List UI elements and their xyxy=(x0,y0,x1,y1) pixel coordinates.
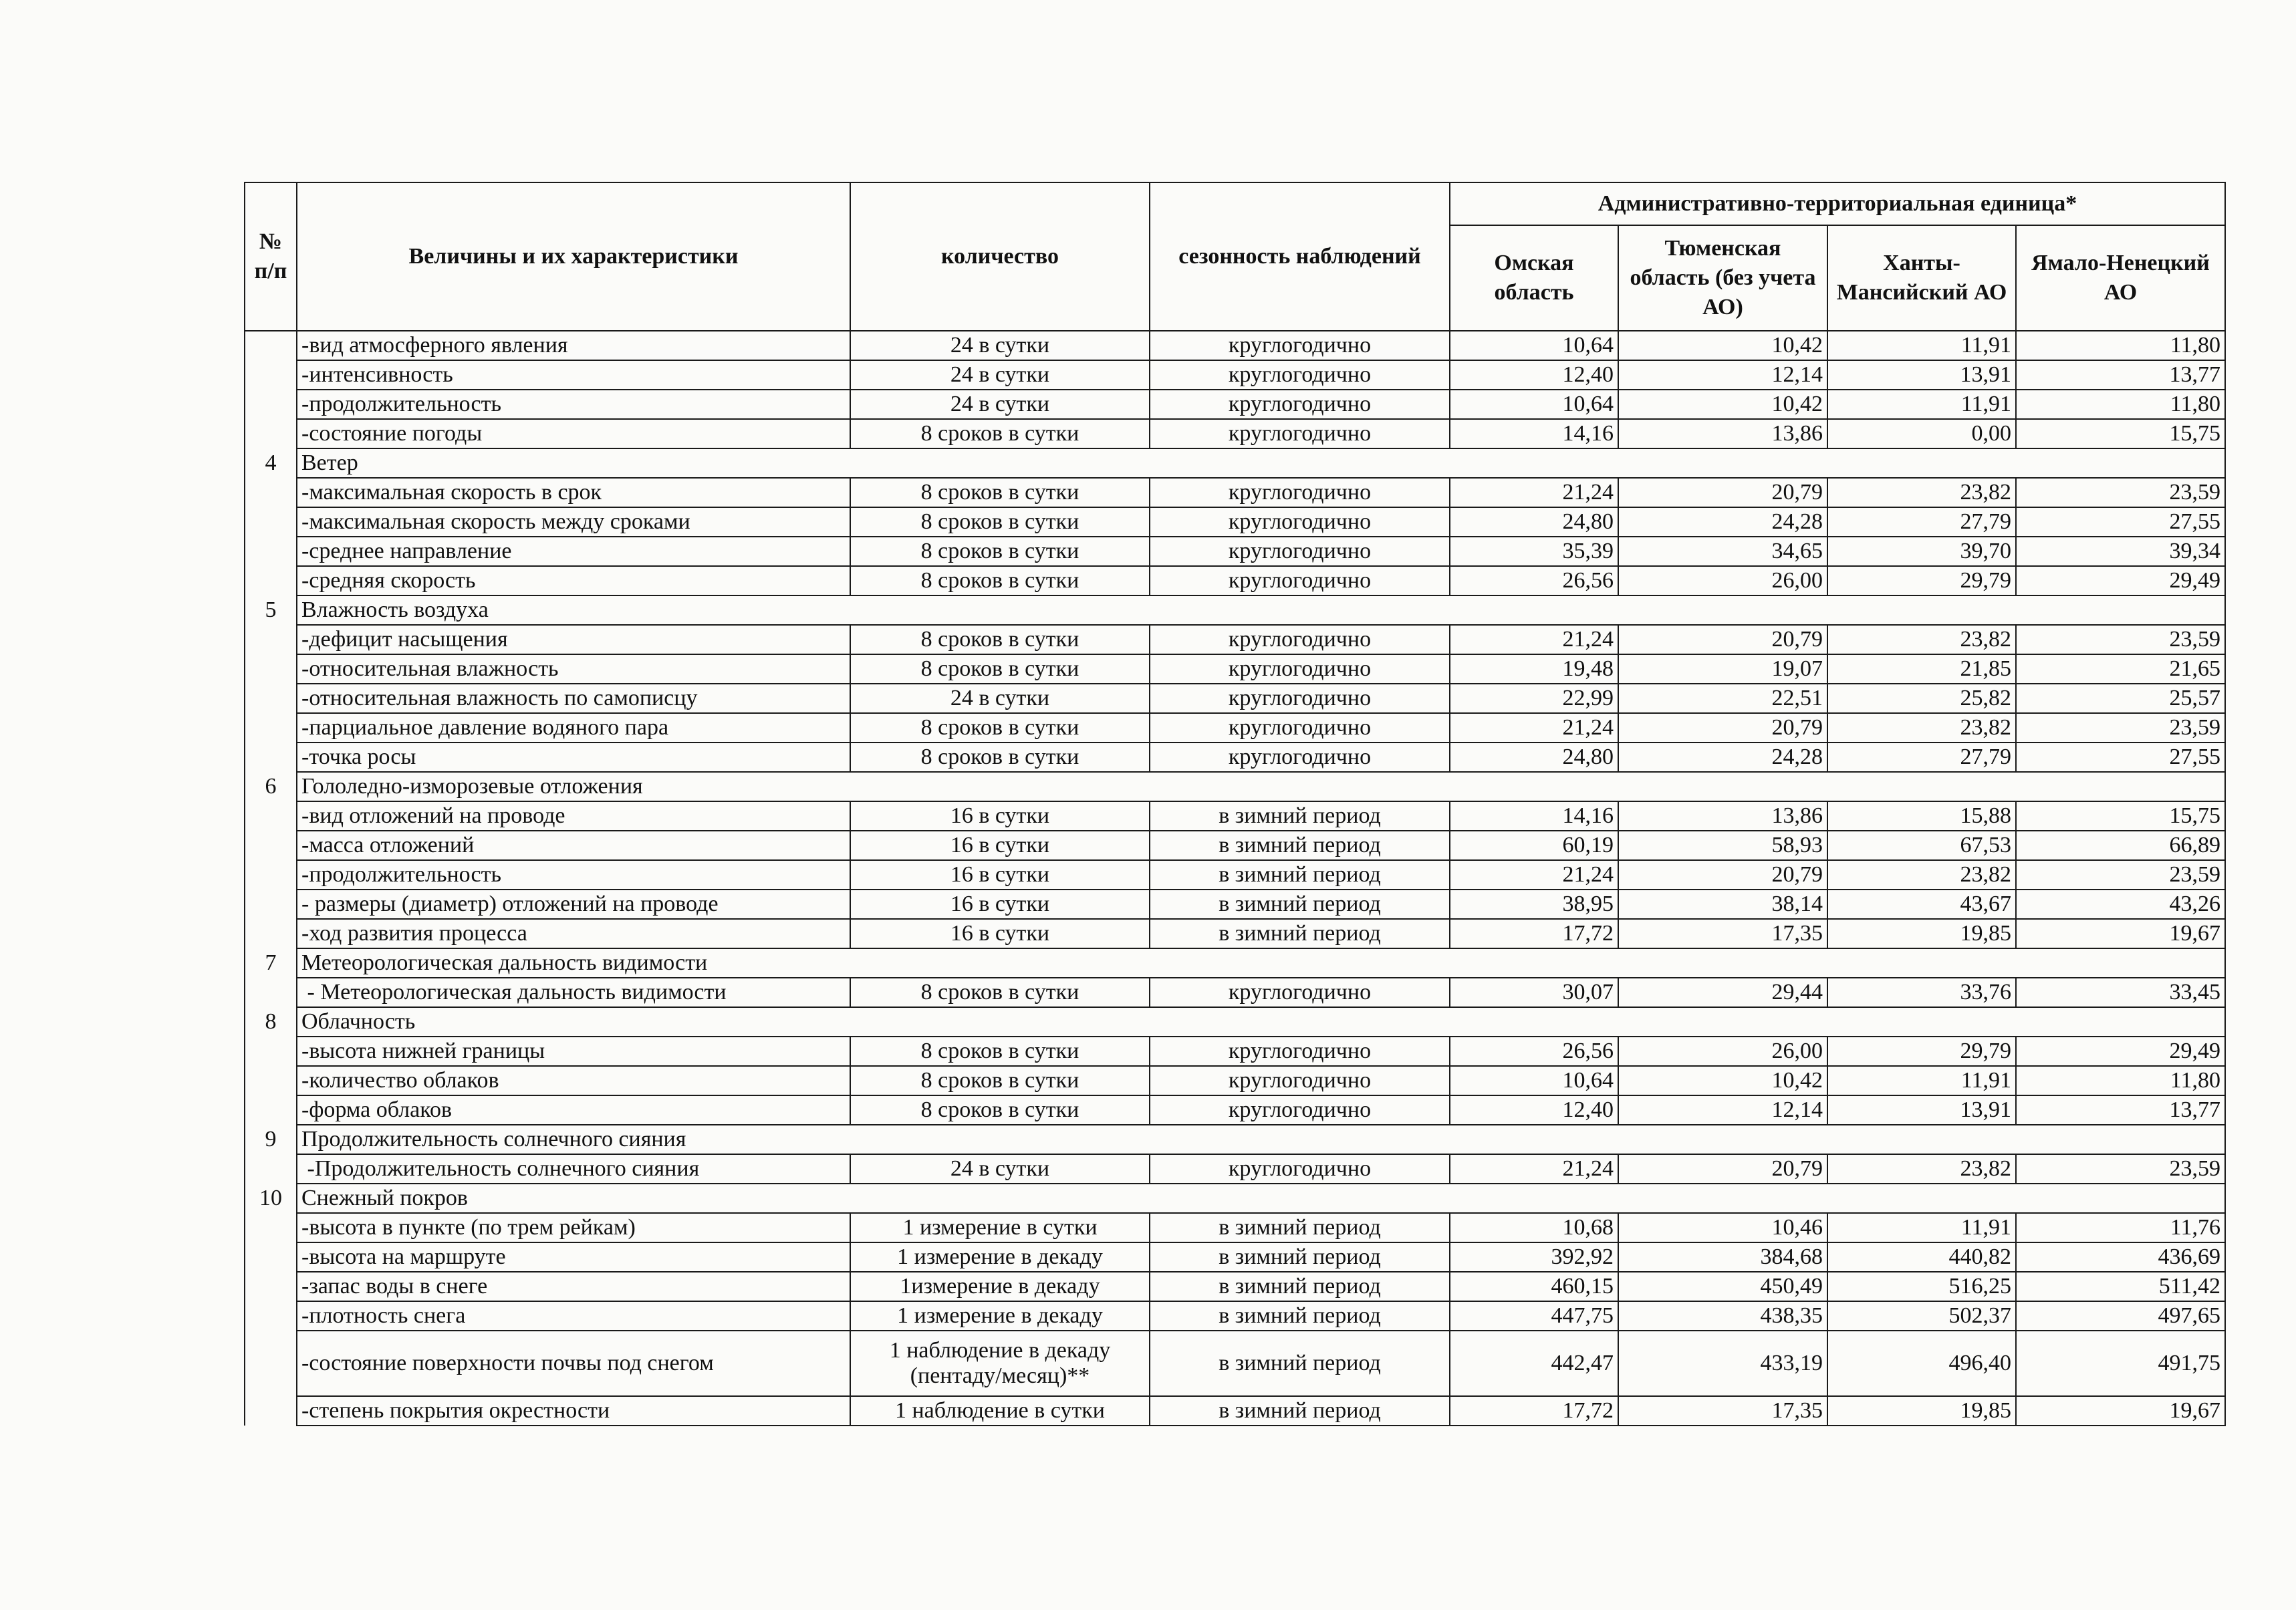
quantity-cell: 8 сроков в сутки xyxy=(850,537,1150,566)
header-qty: количество xyxy=(850,182,1150,331)
value-yanao: 19,67 xyxy=(2016,919,2225,948)
characteristic-name: -относительная влажность xyxy=(297,654,850,684)
table-row xyxy=(245,390,2225,419)
table-row xyxy=(245,1331,2225,1396)
value-yanao: 66,89 xyxy=(2016,831,2225,860)
value-omsk: 26,56 xyxy=(1450,1037,1618,1066)
row-number xyxy=(245,1242,297,1272)
value-yanao: 23,59 xyxy=(2016,625,2225,654)
season-cell: круглогодично xyxy=(1150,566,1450,595)
value-omsk: 35,39 xyxy=(1450,537,1618,566)
value-omsk: 392,92 xyxy=(1450,1242,1618,1272)
value-tyumen: 19,07 xyxy=(1618,654,1827,684)
value-yanao: 23,59 xyxy=(2016,860,2225,890)
row-number xyxy=(245,684,297,713)
value-omsk: 10,64 xyxy=(1450,331,1618,360)
characteristic-name: -запас воды в снеге xyxy=(297,1272,850,1301)
characteristic-name: -вид отложений на проводе xyxy=(297,801,850,831)
quantity-cell: 8 сроков в сутки xyxy=(850,743,1150,772)
header-name: Величины и их характеристики xyxy=(297,182,850,331)
value-omsk: 24,80 xyxy=(1450,507,1618,537)
quantity-cell: 16 в сутки xyxy=(850,890,1150,919)
value-tyumen: 20,79 xyxy=(1618,713,1827,743)
row-number xyxy=(245,831,297,860)
characteristic-name: -средняя скорость xyxy=(297,566,850,595)
value-tyumen: 24,28 xyxy=(1618,743,1827,772)
value-tyumen: 17,35 xyxy=(1618,919,1827,948)
quantity-cell: 8 сроков в сутки xyxy=(850,1066,1150,1095)
section-row xyxy=(245,1184,2225,1213)
value-omsk: 14,16 xyxy=(1450,419,1618,448)
value-yanao: 33,45 xyxy=(2016,978,2225,1007)
value-omsk: 10,64 xyxy=(1450,390,1618,419)
season-cell: круглогодично xyxy=(1150,1066,1450,1095)
quantity-cell: 24 в сутки xyxy=(850,684,1150,713)
value-omsk: 17,72 xyxy=(1450,1396,1618,1426)
value-khmao: 11,91 xyxy=(1827,331,2016,360)
value-yanao: 13,77 xyxy=(2016,1095,2225,1125)
table-row xyxy=(245,1272,2225,1301)
season-cell: круглогодично xyxy=(1150,743,1450,772)
value-tyumen: 10,42 xyxy=(1618,1066,1827,1095)
row-number xyxy=(245,890,297,919)
row-number xyxy=(245,625,297,654)
value-khmao: 33,76 xyxy=(1827,978,2016,1007)
table-row xyxy=(245,625,2225,654)
header-region-yanao: Ямало-Ненецкий АО xyxy=(2016,225,2225,331)
value-omsk: 10,64 xyxy=(1450,1066,1618,1095)
table-row xyxy=(245,1154,2225,1184)
characteristic-name: -дефицит насыщения xyxy=(297,625,850,654)
section-row xyxy=(245,595,2225,625)
season-cell: в зимний период xyxy=(1150,1396,1450,1426)
value-yanao: 23,59 xyxy=(2016,478,2225,507)
characteristic-name: - размеры (диаметр) отложений на проводе xyxy=(297,890,850,919)
value-omsk: 442,47 xyxy=(1450,1331,1618,1396)
season-cell: круглогодично xyxy=(1150,684,1450,713)
value-omsk: 38,95 xyxy=(1450,890,1618,919)
row-number xyxy=(245,1213,297,1242)
value-yanao: 23,59 xyxy=(2016,1154,2225,1184)
table-row xyxy=(245,1213,2225,1242)
value-yanao: 15,75 xyxy=(2016,419,2225,448)
section-row xyxy=(245,948,2225,978)
quantity-cell: 8 сроков в сутки xyxy=(850,713,1150,743)
row-number xyxy=(245,1095,297,1125)
row-number: 6 xyxy=(245,772,297,801)
quantity-cell: 8 сроков в сутки xyxy=(850,625,1150,654)
row-number xyxy=(245,331,297,360)
value-omsk: 60,19 xyxy=(1450,831,1618,860)
row-number: 5 xyxy=(245,595,297,625)
value-khmao: 19,85 xyxy=(1827,1396,2016,1426)
row-number: 8 xyxy=(245,1007,297,1037)
quantity-cell: 1 измерение в сутки xyxy=(850,1213,1150,1242)
season-cell: круглогодично xyxy=(1150,360,1450,390)
row-number xyxy=(245,713,297,743)
value-tyumen: 384,68 xyxy=(1618,1242,1827,1272)
value-yanao: 21,65 xyxy=(2016,654,2225,684)
season-cell: круглогодично xyxy=(1150,625,1450,654)
season-cell: в зимний период xyxy=(1150,860,1450,890)
row-number xyxy=(245,860,297,890)
value-khmao: 21,85 xyxy=(1827,654,2016,684)
row-number xyxy=(245,978,297,1007)
table-row xyxy=(245,890,2225,919)
season-cell: круглогодично xyxy=(1150,419,1450,448)
characteristic-name: -Продолжительность солнечного сияния xyxy=(297,1154,850,1184)
quantity-cell: 8 сроков в сутки xyxy=(850,419,1150,448)
value-omsk: 22,99 xyxy=(1450,684,1618,713)
characteristic-name: -максимальная скорость между сроками xyxy=(297,507,850,537)
table-row xyxy=(245,801,2225,831)
characteristic-name: - Метеорологическая дальность видимости xyxy=(297,978,850,1007)
value-yanao: 511,42 xyxy=(2016,1272,2225,1301)
value-tyumen: 17,35 xyxy=(1618,1396,1827,1426)
row-number: 10 xyxy=(245,1184,297,1213)
table-row xyxy=(245,537,2225,566)
value-tyumen: 22,51 xyxy=(1618,684,1827,713)
season-cell: в зимний период xyxy=(1150,1301,1450,1331)
season-cell: в зимний период xyxy=(1150,919,1450,948)
value-khmao: 23,82 xyxy=(1827,478,2016,507)
value-yanao: 13,77 xyxy=(2016,360,2225,390)
value-khmao: 11,91 xyxy=(1827,1213,2016,1242)
value-khmao: 502,37 xyxy=(1827,1301,2016,1331)
characteristic-name: -форма облаков xyxy=(297,1095,850,1125)
value-khmao: 27,79 xyxy=(1827,507,2016,537)
table-row xyxy=(245,1095,2225,1125)
header-admin-unit: Административно-территориальная единица* xyxy=(1450,182,2225,225)
quantity-cell: 24 в сутки xyxy=(850,331,1150,360)
row-number xyxy=(245,1154,297,1184)
observation-cost-table xyxy=(244,182,2226,1426)
value-tyumen: 58,93 xyxy=(1618,831,1827,860)
value-omsk: 30,07 xyxy=(1450,978,1618,1007)
quantity-cell: 16 в сутки xyxy=(850,831,1150,860)
value-tyumen: 38,14 xyxy=(1618,890,1827,919)
row-number xyxy=(245,419,297,448)
row-number xyxy=(245,360,297,390)
season-cell: в зимний период xyxy=(1150,890,1450,919)
value-yanao: 43,26 xyxy=(2016,890,2225,919)
value-tyumen: 13,86 xyxy=(1618,801,1827,831)
value-yanao: 29,49 xyxy=(2016,566,2225,595)
table-row xyxy=(245,919,2225,948)
value-tyumen: 29,44 xyxy=(1618,978,1827,1007)
value-khmao: 23,82 xyxy=(1827,860,2016,890)
section-title: Гололедно-изморозевые отложения xyxy=(297,772,2225,801)
value-yanao: 11,80 xyxy=(2016,1066,2225,1095)
table-row xyxy=(245,831,2225,860)
value-yanao: 27,55 xyxy=(2016,743,2225,772)
section-row xyxy=(245,1125,2225,1154)
table-row xyxy=(245,684,2225,713)
value-khmao: 23,82 xyxy=(1827,1154,2016,1184)
value-khmao: 27,79 xyxy=(1827,743,2016,772)
table-body xyxy=(245,331,2225,1426)
value-yanao: 19,67 xyxy=(2016,1396,2225,1426)
value-khmao: 23,82 xyxy=(1827,713,2016,743)
season-cell: круглогодично xyxy=(1150,331,1450,360)
value-tyumen: 438,35 xyxy=(1618,1301,1827,1331)
characteristic-name: -высота на маршруте xyxy=(297,1242,850,1272)
row-number xyxy=(245,507,297,537)
row-number xyxy=(245,390,297,419)
season-cell: в зимний период xyxy=(1150,831,1450,860)
value-tyumen: 10,42 xyxy=(1618,390,1827,419)
value-omsk: 12,40 xyxy=(1450,1095,1618,1125)
season-cell: круглогодично xyxy=(1150,478,1450,507)
season-cell: круглогодично xyxy=(1150,507,1450,537)
row-number xyxy=(245,1301,297,1331)
value-omsk: 26,56 xyxy=(1450,566,1618,595)
value-tyumen: 20,79 xyxy=(1618,1154,1827,1184)
value-khmao: 25,82 xyxy=(1827,684,2016,713)
section-row xyxy=(245,772,2225,801)
section-title: Метеорологическая дальность видимости xyxy=(297,948,2225,978)
value-omsk: 21,24 xyxy=(1450,713,1618,743)
value-khmao: 67,53 xyxy=(1827,831,2016,860)
row-number xyxy=(245,1037,297,1066)
characteristic-name: -интенсивность xyxy=(297,360,850,390)
section-title: Снежный покров xyxy=(297,1184,2225,1213)
section-row xyxy=(245,1007,2225,1037)
header-region-tyumen: Тюменская область (без учета АО) xyxy=(1618,225,1827,331)
value-khmao: 15,88 xyxy=(1827,801,2016,831)
season-cell: в зимний период xyxy=(1150,801,1450,831)
characteristic-name: -состояние погоды xyxy=(297,419,850,448)
value-omsk: 24,80 xyxy=(1450,743,1618,772)
season-cell: в зимний период xyxy=(1150,1272,1450,1301)
quantity-cell: 24 в сутки xyxy=(850,1154,1150,1184)
quantity-cell: 24 в сутки xyxy=(850,360,1150,390)
value-omsk: 19,48 xyxy=(1450,654,1618,684)
value-tyumen: 26,00 xyxy=(1618,1037,1827,1066)
header-season: сезонность наблюдений xyxy=(1150,182,1450,331)
characteristic-name: -состояние поверхности почвы под снегом xyxy=(297,1331,850,1396)
characteristic-name: -высота нижней границы xyxy=(297,1037,850,1066)
characteristic-name: -максимальная скорость в срок xyxy=(297,478,850,507)
value-yanao: 23,59 xyxy=(2016,713,2225,743)
value-omsk: 17,72 xyxy=(1450,919,1618,948)
characteristic-name: -масса отложений xyxy=(297,831,850,860)
season-cell: круглогодично xyxy=(1150,1154,1450,1184)
value-khmao: 11,91 xyxy=(1827,1066,2016,1095)
value-khmao: 23,82 xyxy=(1827,625,2016,654)
value-tyumen: 20,79 xyxy=(1618,625,1827,654)
characteristic-name: -количество облаков xyxy=(297,1066,850,1095)
value-yanao: 27,55 xyxy=(2016,507,2225,537)
value-khmao: 440,82 xyxy=(1827,1242,2016,1272)
value-omsk: 10,68 xyxy=(1450,1213,1618,1242)
table-row xyxy=(245,566,2225,595)
season-cell: круглогодично xyxy=(1150,1095,1450,1125)
quantity-cell: 16 в сутки xyxy=(850,919,1150,948)
value-khmao: 496,40 xyxy=(1827,1331,2016,1396)
season-cell: в зимний период xyxy=(1150,1331,1450,1396)
quantity-cell: 24 в сутки xyxy=(850,390,1150,419)
value-omsk: 21,24 xyxy=(1450,478,1618,507)
quantity-cell: 1измерение в декаду xyxy=(850,1272,1150,1301)
value-omsk: 21,24 xyxy=(1450,860,1618,890)
section-title: Облачность xyxy=(297,1007,2225,1037)
quantity-cell: 16 в сутки xyxy=(850,801,1150,831)
row-number xyxy=(245,1331,297,1396)
table-row xyxy=(245,1301,2225,1331)
value-omsk: 21,24 xyxy=(1450,625,1618,654)
quantity-cell: 8 сроков в сутки xyxy=(850,566,1150,595)
characteristic-name: -относительная влажность по самописцу xyxy=(297,684,850,713)
section-title: Ветер xyxy=(297,448,2225,478)
row-number xyxy=(245,1066,297,1095)
season-cell: круглогодично xyxy=(1150,537,1450,566)
value-tyumen: 34,65 xyxy=(1618,537,1827,566)
characteristic-name: -ход развития процесса xyxy=(297,919,850,948)
season-cell: круглогодично xyxy=(1150,390,1450,419)
section-row xyxy=(245,448,2225,478)
quantity-cell: 8 сроков в сутки xyxy=(850,1037,1150,1066)
value-khmao: 29,79 xyxy=(1827,566,2016,595)
value-khmao: 13,91 xyxy=(1827,1095,2016,1125)
value-yanao: 11,80 xyxy=(2016,331,2225,360)
quantity-cell: 8 сроков в сутки xyxy=(850,978,1150,1007)
section-title: Влажность воздуха xyxy=(297,595,2225,625)
table-row xyxy=(245,743,2225,772)
row-number xyxy=(245,801,297,831)
quantity-cell: 1 наблюдение в декаду (пентаду/месяц)** xyxy=(850,1331,1150,1396)
value-yanao: 29,49 xyxy=(2016,1037,2225,1066)
value-yanao: 491,75 xyxy=(2016,1331,2225,1396)
value-omsk: 12,40 xyxy=(1450,360,1618,390)
table-row xyxy=(245,1066,2225,1095)
table-row xyxy=(245,654,2225,684)
value-tyumen: 450,49 xyxy=(1618,1272,1827,1301)
characteristic-name: -вид атмосферного явления xyxy=(297,331,850,360)
row-number xyxy=(245,1272,297,1301)
value-yanao: 25,57 xyxy=(2016,684,2225,713)
characteristic-name: -продолжительность xyxy=(297,390,850,419)
row-number xyxy=(245,743,297,772)
value-tyumen: 12,14 xyxy=(1618,1095,1827,1125)
value-khmao: 13,91 xyxy=(1827,360,2016,390)
header-region-omsk: Омская область xyxy=(1450,225,1618,331)
value-tyumen: 24,28 xyxy=(1618,507,1827,537)
quantity-cell: 8 сроков в сутки xyxy=(850,654,1150,684)
quantity-cell: 8 сроков в сутки xyxy=(850,507,1150,537)
table-row xyxy=(245,360,2225,390)
quantity-cell: 1 измерение в декаду xyxy=(850,1242,1150,1272)
value-khmao: 39,70 xyxy=(1827,537,2016,566)
season-cell: круглогодично xyxy=(1150,654,1450,684)
header-num: № п/п xyxy=(245,182,297,331)
value-omsk: 447,75 xyxy=(1450,1301,1618,1331)
quantity-cell: 8 сроков в сутки xyxy=(850,1095,1150,1125)
quantity-cell: 1 наблюдение в сутки xyxy=(850,1396,1150,1426)
value-khmao: 0,00 xyxy=(1827,419,2016,448)
table-row xyxy=(245,419,2225,448)
value-yanao: 15,75 xyxy=(2016,801,2225,831)
season-cell: в зимний период xyxy=(1150,1213,1450,1242)
value-khmao: 11,91 xyxy=(1827,390,2016,419)
value-khmao: 43,67 xyxy=(1827,890,2016,919)
table-row xyxy=(245,478,2225,507)
header-region-khmao: Ханты-Мансийский АО xyxy=(1827,225,2016,331)
row-number xyxy=(245,654,297,684)
season-cell: круглогодично xyxy=(1150,713,1450,743)
row-number xyxy=(245,478,297,507)
characteristic-name: -плотность снега xyxy=(297,1301,850,1331)
season-cell: круглогодично xyxy=(1150,1037,1450,1066)
value-tyumen: 13,86 xyxy=(1618,419,1827,448)
value-yanao: 497,65 xyxy=(2016,1301,2225,1331)
season-cell: круглогодично xyxy=(1150,978,1450,1007)
season-cell: в зимний период xyxy=(1150,1242,1450,1272)
quantity-cell: 1 измерение в декаду xyxy=(850,1301,1150,1331)
table-row xyxy=(245,978,2225,1007)
value-tyumen: 20,79 xyxy=(1618,478,1827,507)
quantity-cell: 16 в сутки xyxy=(850,860,1150,890)
table-row xyxy=(245,1037,2225,1066)
value-khmao: 29,79 xyxy=(1827,1037,2016,1066)
characteristic-name: -среднее направление xyxy=(297,537,850,566)
characteristic-name: -степень покрытия окрестности xyxy=(297,1396,850,1426)
section-title: Продолжительность солнечного сияния xyxy=(297,1125,2225,1154)
characteristic-name: -продолжительность xyxy=(297,860,850,890)
value-yanao: 11,76 xyxy=(2016,1213,2225,1242)
characteristic-name: -парциальное давление водяного пара xyxy=(297,713,850,743)
value-tyumen: 26,00 xyxy=(1618,566,1827,595)
value-omsk: 460,15 xyxy=(1450,1272,1618,1301)
row-number: 7 xyxy=(245,948,297,978)
value-omsk: 21,24 xyxy=(1450,1154,1618,1184)
value-tyumen: 10,46 xyxy=(1618,1213,1827,1242)
value-khmao: 19,85 xyxy=(1827,919,2016,948)
value-khmao: 516,25 xyxy=(1827,1272,2016,1301)
row-number: 4 xyxy=(245,448,297,478)
value-omsk: 14,16 xyxy=(1450,801,1618,831)
table-row xyxy=(245,331,2225,360)
quantity-cell: 8 сроков в сутки xyxy=(850,478,1150,507)
row-number xyxy=(245,919,297,948)
row-number xyxy=(245,537,297,566)
table-row xyxy=(245,1242,2225,1272)
characteristic-name: -точка росы xyxy=(297,743,850,772)
value-tyumen: 10,42 xyxy=(1618,331,1827,360)
table-row xyxy=(245,507,2225,537)
row-number xyxy=(245,1396,297,1426)
value-tyumen: 20,79 xyxy=(1618,860,1827,890)
table-row xyxy=(245,713,2225,743)
characteristic-name: -высота в пункте (по трем рейкам) xyxy=(297,1213,850,1242)
table-row xyxy=(245,1396,2225,1426)
row-number xyxy=(245,566,297,595)
value-tyumen: 12,14 xyxy=(1618,360,1827,390)
row-number: 9 xyxy=(245,1125,297,1154)
value-tyumen: 433,19 xyxy=(1618,1331,1827,1396)
value-yanao: 11,80 xyxy=(2016,390,2225,419)
value-yanao: 39,34 xyxy=(2016,537,2225,566)
value-yanao: 436,69 xyxy=(2016,1242,2225,1272)
table-row xyxy=(245,860,2225,890)
